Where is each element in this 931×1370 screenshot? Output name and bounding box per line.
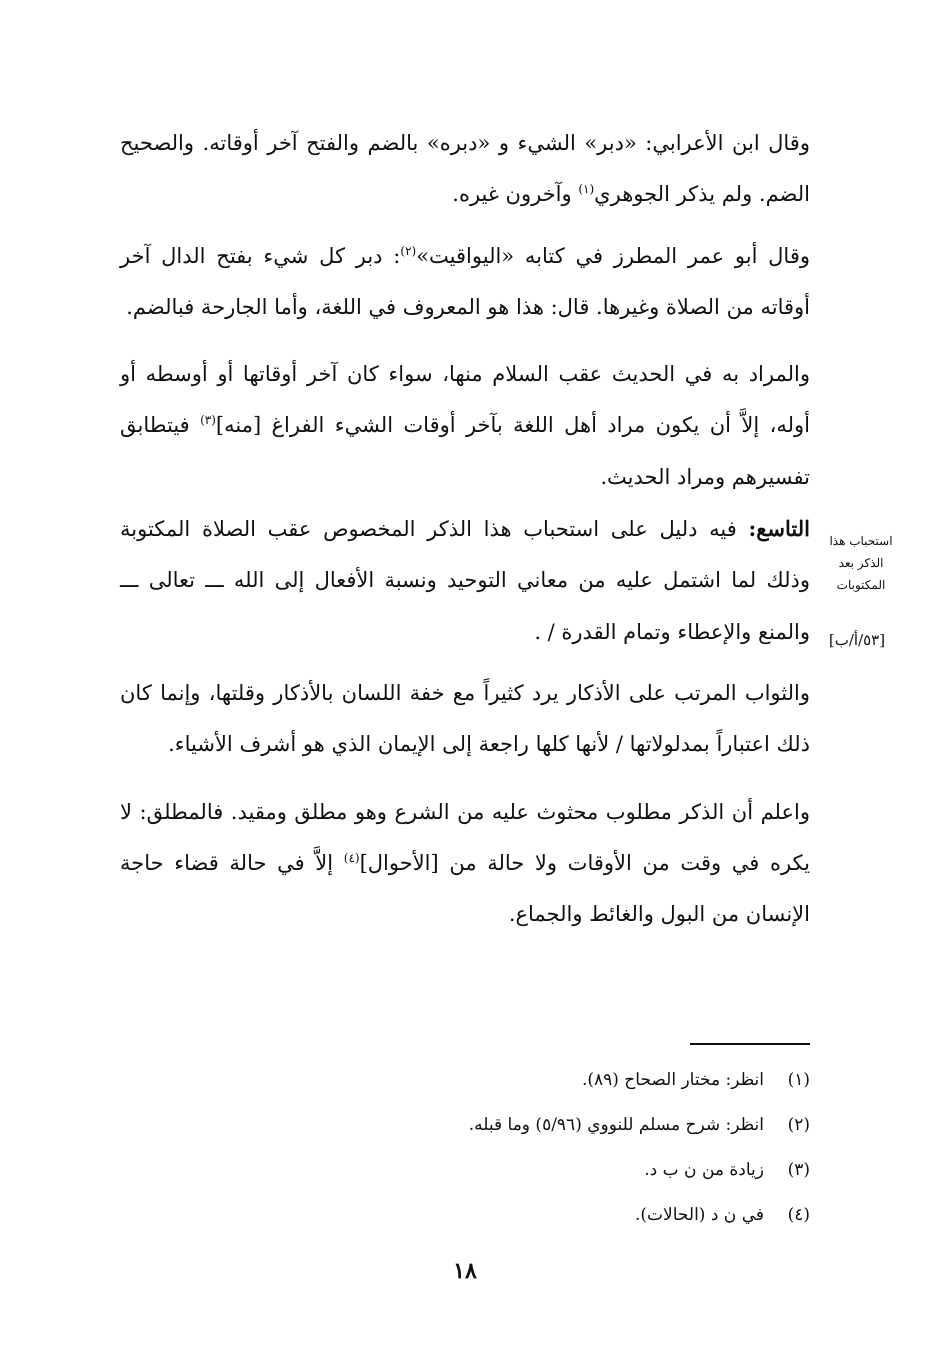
page-number: ١٨: [453, 1258, 477, 1284]
paragraph-5: [120, 668, 810, 771]
footnote-ref-4: (٤): [343, 850, 360, 865]
footnote-number: (٤): [787, 1205, 810, 1225]
footnote-text: في ن د (الحالات).: [635, 1205, 764, 1225]
paragraph-1-tail: وآخرون غيره.: [452, 182, 572, 207]
footnote-ref-2: (٢): [400, 243, 417, 258]
paragraph-3-text: والمراد به في الحديث عقب السلام منها، سواء كان آخر أوقاتها أو أوسطه أو أوله، إلاَّ أن يكون مراد أهل اللغة بآخر أوقات الشيء الفراغ [منه]: [120, 362, 810, 438]
paragraph-2-tail: : دبر كل شيء بفتح الدال آخر أوقاته من الصلاة وغيرها. قال: هذا هو المعروف في اللغة، وأما الجارحة فبالضم.: [120, 243, 810, 319]
paragraph-1: [120, 118, 810, 221]
paragraph-3: [120, 349, 810, 503]
footnote-separator: [690, 1043, 810, 1045]
footnote-number: (١): [787, 1070, 810, 1090]
section-heading-ninth: التاسع:: [748, 516, 810, 542]
footnote-number: (٣): [787, 1160, 810, 1180]
footnote-4: [300, 1193, 810, 1238]
manuscript-folio-ref: [٥٣/أ/ب]: [828, 631, 886, 649]
footnote-3: [300, 1148, 810, 1193]
footnotes: [300, 1058, 810, 1238]
footnote-ref-3: (٣): [200, 413, 216, 428]
footnote-number: (٢): [787, 1115, 810, 1135]
paragraph-5-text: والثواب المرتب على الأذكار يرد كثيراً مع خفة اللسان بالأذكار وقلتها، وإنما كان ذلك اعتباراً بمدلولاتها / لأنها كلها راجعة إلى الإيمان الذي هو أشرف الأشياء.: [120, 680, 810, 757]
paragraph-2: [120, 231, 810, 334]
paragraph-6-text: واعلم أن الذكر مطلوب محثوث عليه من الشرع وهو مطلق ومقيد. فالمطلق: لا يكره في وقت من الأوقات ولا حالة من [الأحوال]: [120, 799, 811, 875]
paragraph-6-tail: إلاَّ في حالة قضاء حاجة الإنسان من البول والغائط والجماع.: [120, 850, 810, 927]
paragraph-2-text: وقال أبو عمر المطرز في كتابه «اليواقيت»: [416, 243, 810, 268]
paragraph-4: [120, 503, 810, 658]
footnote-text: انظر: شرح مسلم للنووي (٥/٩٦) وما قبله.: [468, 1115, 764, 1135]
paragraph-3-tail: فيتطابق تفسيرهم ومراد الحديث.: [120, 413, 810, 489]
footnote-1: [300, 1058, 810, 1103]
margin-note: استحباب هذا الذكر بعد المكتوبات: [829, 534, 893, 592]
paragraph-6: [120, 787, 810, 941]
footnote-2: [300, 1103, 810, 1148]
footnote-ref-1: (١): [578, 182, 595, 197]
paragraph-1-text: وقال ابن الأعرابي: «دبر» الشيء و «دبره» بالضم والفتح آخر أوقاته. والصحيح الضم. ولم يذكر الجوهري: [120, 131, 810, 207]
footnote-text: زيادة من ن ب د.: [644, 1160, 764, 1180]
footnote-text: انظر: مختار الصحاح (٨٩).: [581, 1070, 764, 1090]
paragraph-4-text: فيه دليل على استحباب هذا الذكر المخصوص عقب الصلاة المكتوبة وذلك لما اشتمل عليه من معاني التوحيد ونسبة الأفعال إلى الله ـــ تعالى ـــ والمنع والإعطاء وتمام القدرة / .: [120, 517, 810, 644]
main-text: [120, 118, 810, 940]
